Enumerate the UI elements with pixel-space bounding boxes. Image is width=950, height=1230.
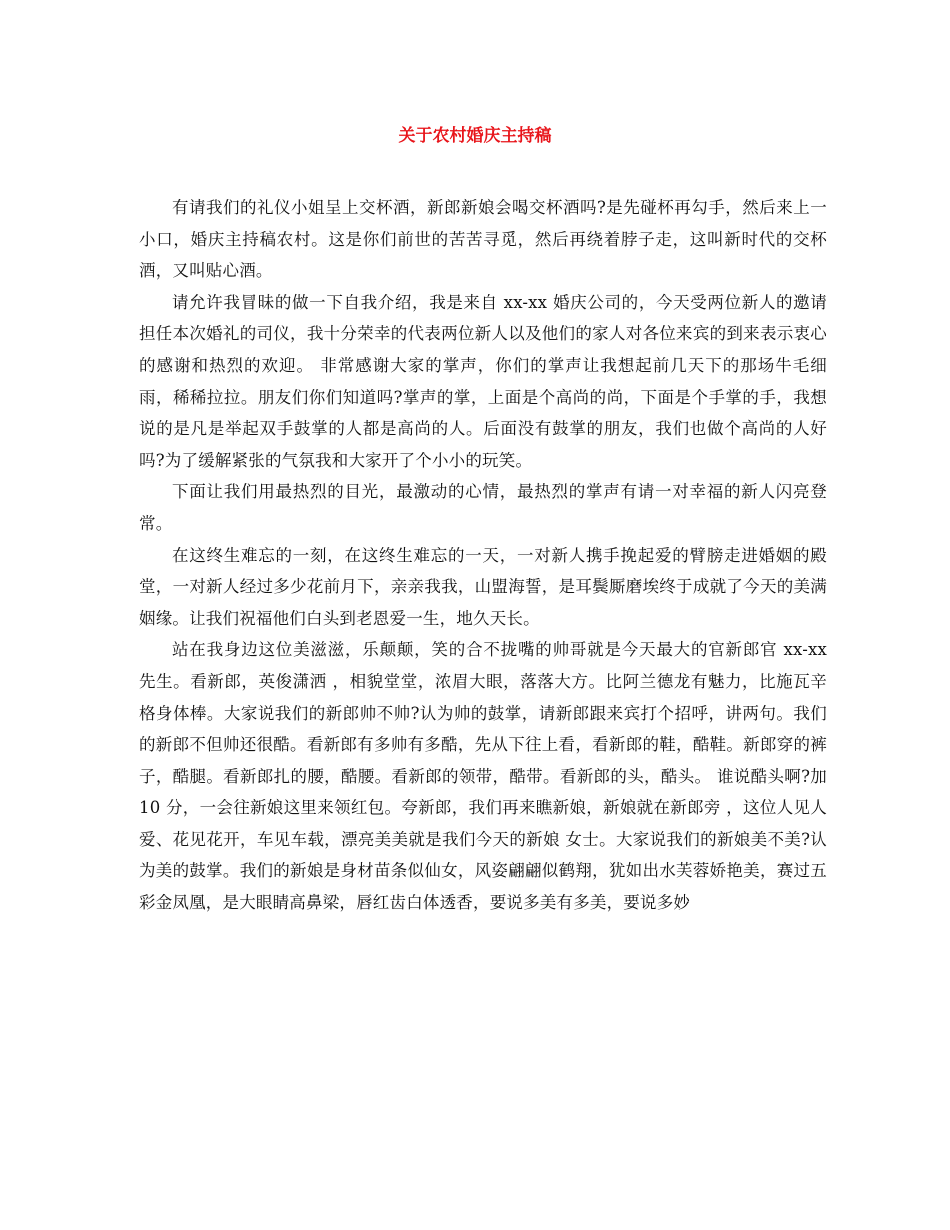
paragraph-4: 在这终生难忘的一刻，在这终生难忘的一天，一对新人携手挽起爱的臂膀走进婚姻的殿堂，一对新人经过多少花前月下，亲亲我我，山盟海誓，是耳鬓厮磨埃终于成就了今天的美满姻缘。让我们祝福他们白头到老恩爱一生，地久天长。 bbox=[139, 545, 827, 628]
paragraph-5: 站在我身边这位美滋滋，乐颠颠，笑的合不拢嘴的帅哥就是今天最大的官新郎官 xx-xx 先生。看新郎，英俊潇洒 ，相貌堂堂，浓眉大眼，落落大方。比阿兰德龙有魅力，比施瓦辛格身体棒。大家说我们的新郎帅不帅?认为帅的鼓掌，请新郎跟来宾打个招呼，讲两句。我们的新郎不但帅还很酷。看新郎有多帅有多酷，先从下往上看，看新郎的鞋，酷鞋。新郎穿的裤子，酷腿。看新郎扎的腰，酷腰。看新郎的领带，酷带。看新郎的头，酷头。 谁说酷头啊?加 10 分，一会往新娘这里来领红包。夸新郎，我们再来瞧新娘，新娘就在新郎旁 ，这位人见人爱、花见花开，车见车载，漂亮美美就是我们今天的新娘 女士。大家说我们的新娘美不美?认为美的鼓掌。我们的新娘是身材苗条似仙女，风姿翩翩似鹤翔，犹如出水芙蓉娇艳美，赛过五彩金凤凰，是大眼睛高鼻梁，唇红齿白体透香，要说多美有多美，要说多妙 bbox=[139, 640, 827, 913]
document-body bbox=[139, 192, 827, 919]
paragraph-3: 下面让我们用最热烈的目光，最激动的心情，最热烈的掌声有请一对幸福的新人闪亮登常。 bbox=[139, 482, 827, 533]
document-title: 关于农村婚庆主持稿 bbox=[398, 126, 552, 146]
paragraph-1: 有请我们的礼仪小姐呈上交杯酒，新郎新娘会喝交杯酒吗?是先碰杯再勾手，然后来上一小口，婚庆主持稿农村。这是你们前世的苦苦寻觅，然后再绕着脖子走，这叫新时代的交杯酒，又叫贴心酒。 bbox=[139, 198, 827, 281]
paragraph-2: 请允许我冒昧的做一下自我介绍，我是来自 xx-xx 婚庆公司的，今天受两位新人的邀请担任本次婚礼的司仪，我十分荣幸的代表两位新人以及他们的家人对各位来宾的到来表示衷心的感谢和热烈的欢迎。 非常感谢大家的掌声，你们的掌声让我想起前几天下的那场牛毛细雨，稀稀拉拉。朋友们你们知道吗?掌声的掌，上面是个高尚的尚，下面是个手掌的手，我想说的是凡是举起双手鼓掌的人都是高尚的人。后面没有鼓掌的朋友，我们也做个高尚的人好吗?为了缓解紧张的气氛我和大家开了个小小的玩笑。 bbox=[139, 292, 827, 470]
